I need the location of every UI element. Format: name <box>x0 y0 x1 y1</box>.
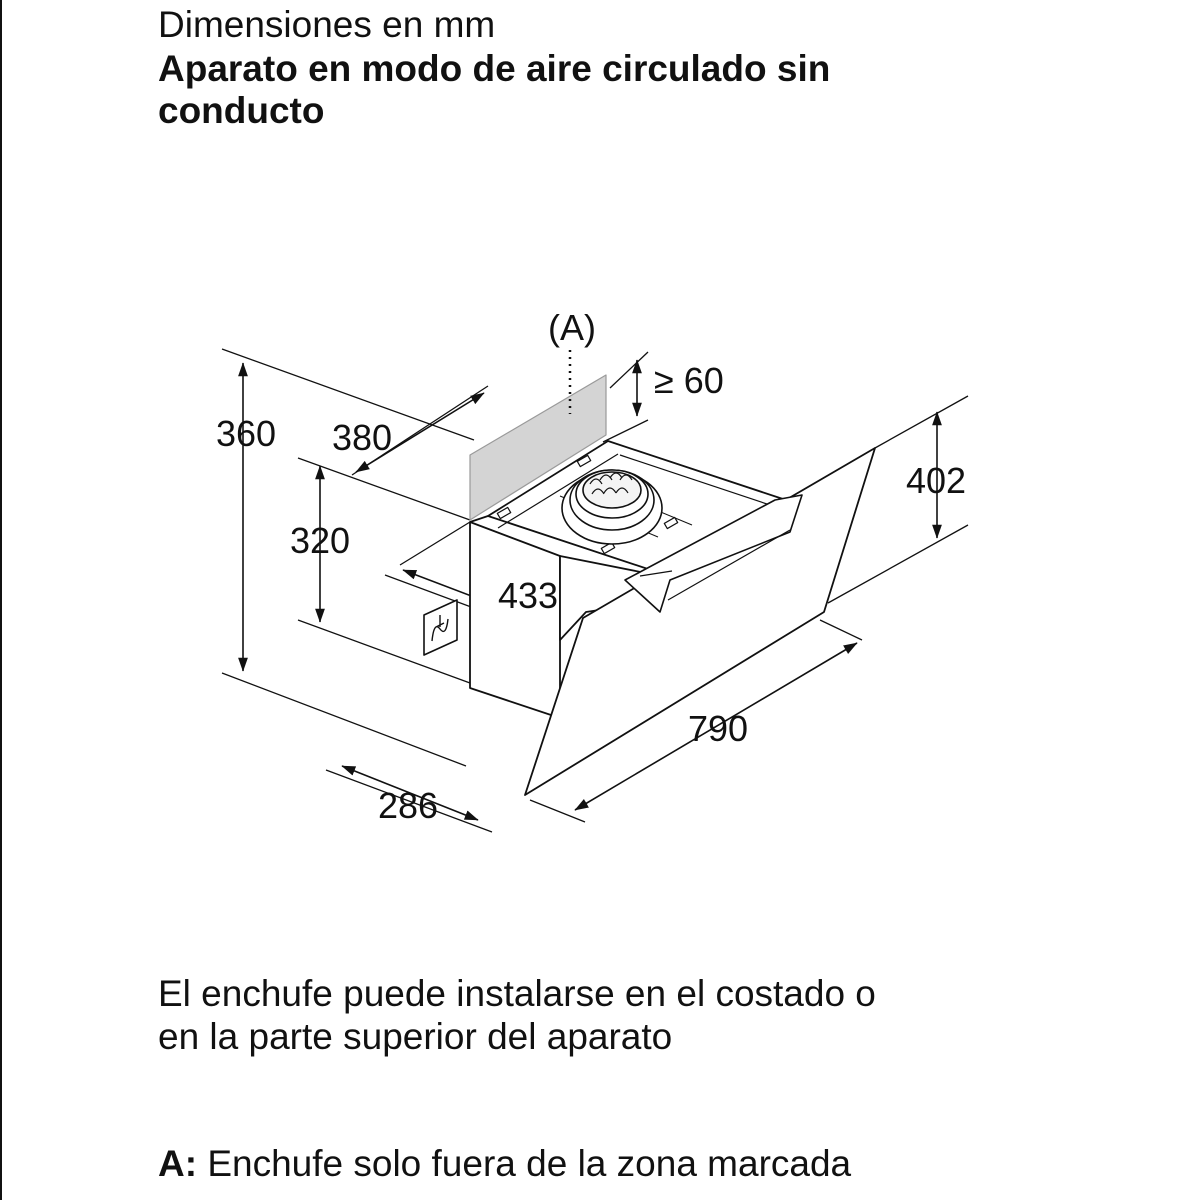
label-a: (A) <box>548 307 596 348</box>
note-line-1: El enchufe puede instalarse en el costado o <box>158 973 876 1014</box>
title-line-1: Aparato en modo de aire circulado sin <box>158 48 831 89</box>
side-panel <box>470 522 560 718</box>
dim-min-clearance: ≥ 60 <box>654 360 724 401</box>
dim-glass-width: 790 <box>687 708 749 749</box>
dim-depth-top: 380 <box>331 417 393 458</box>
dim-glass-height: 402 <box>905 460 967 501</box>
legend-key: A: <box>158 1143 198 1184</box>
legend <box>158 1142 851 1185</box>
dim-body-width: 433 <box>497 575 559 616</box>
dim-total-height: 360 <box>215 413 277 454</box>
title-line-2: conducto <box>158 90 325 131</box>
subtitle: Dimensiones en mm <box>158 4 496 45</box>
installation-note <box>158 972 876 1058</box>
socket-icon <box>424 600 457 655</box>
legend-text: Enchufe solo fuera de la zona marcada <box>197 1143 852 1184</box>
dim-depth-bottom: 286 <box>377 785 439 826</box>
dim-body-height: 320 <box>289 520 351 561</box>
note-line-2: en la parte superior del aparato <box>158 1016 673 1057</box>
range-hood <box>424 375 875 795</box>
